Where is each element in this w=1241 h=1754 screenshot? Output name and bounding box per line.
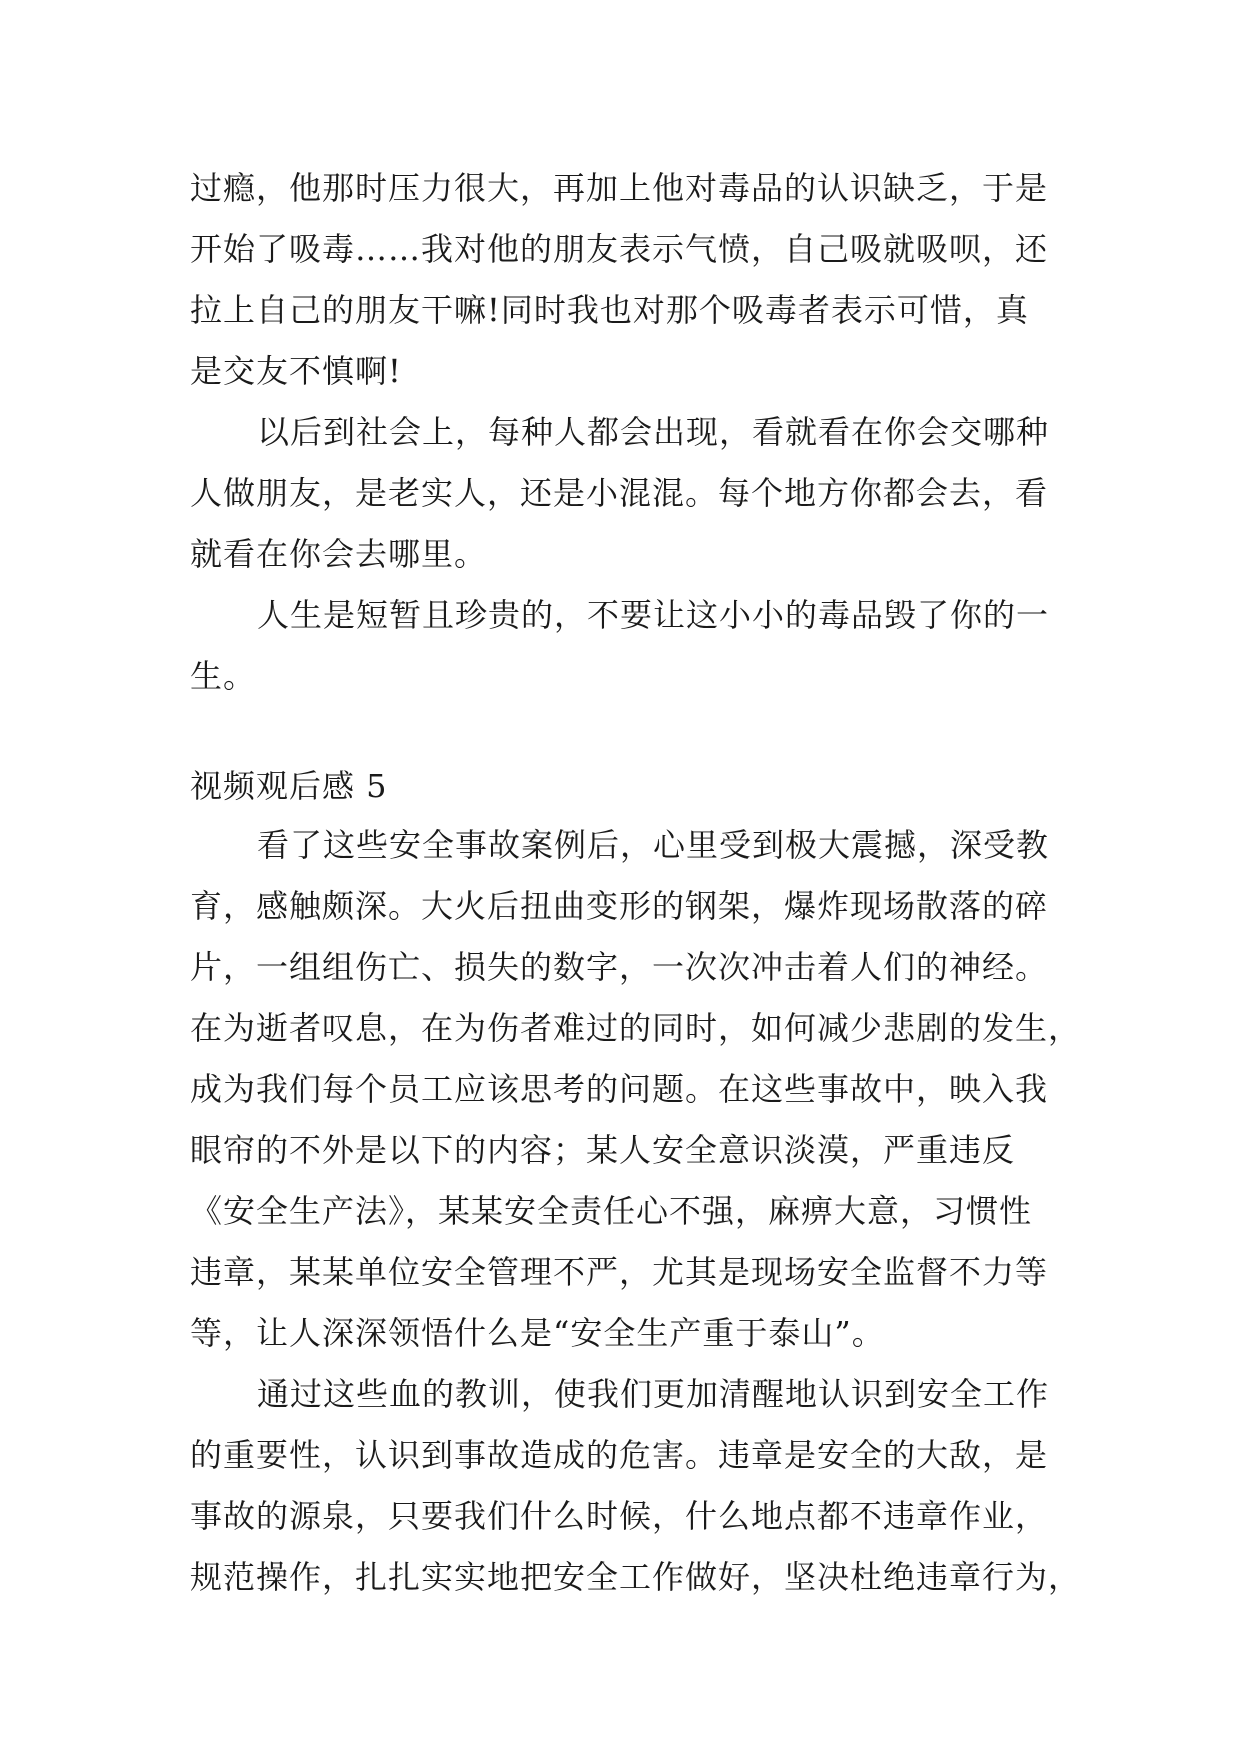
text-line: 人生是短暂且珍贵的，不要让这小小的毒品毁了你的一 [257, 596, 1050, 634]
document-page [190, 158, 1082, 1608]
text-line: 在为逝者叹息，在为伤者难过的同时，如何减少悲剧的发生， [190, 1009, 1082, 1047]
text-line: 人做朋友，是老实人，还是小混混。每个地方你都会去，看 [190, 474, 1049, 512]
text-line: 拉上自己的朋友干嘛!同时我也对那个吸毒者表示可惜，真 [190, 291, 1029, 329]
text-line: 看了这些安全事故案例后，心里受到极大震撼，深受教 [257, 826, 1050, 864]
paragraph [190, 585, 1050, 707]
text-line: 成为我们每个员工应该思考的问题。在这些事故中，映入我 [190, 1070, 1049, 1108]
text-line: 《安全生产法》，某某安全责任心不强，麻痹大意，习惯性 [190, 1192, 1033, 1230]
text-line: 事故的源泉，只要我们什么时候，什么地点都不违章作业， [190, 1497, 1049, 1535]
text-line: 就看在你会去哪里。 [190, 535, 488, 573]
text-line: 生。 [190, 657, 257, 695]
paragraph [190, 402, 1050, 585]
text-line: 开始了吸毒……我对他的朋友表示气愤，自己吸就吸呗，还 [190, 230, 1049, 268]
text-line: 育，感触颇深。大火后扭曲变形的钢架，爆炸现场散落的碎 [190, 887, 1049, 925]
section-title: 视频观后感 5 [190, 767, 388, 805]
text-line: 以后到社会上，每种人都会出现，看就看在你会交哪种 [257, 413, 1050, 451]
text-line: 的重要性，认识到事故造成的危害。违章是安全的大敌，是 [190, 1436, 1049, 1474]
text-line: 等，让人深深领悟什么是“安全生产重于泰山”。 [190, 1314, 885, 1352]
section-gap [190, 707, 1050, 757]
paragraph [190, 1364, 1082, 1608]
text-line: 违章，某某单位安全管理不严，尤其是现场安全监督不力等 [190, 1253, 1049, 1291]
text-line: 片，一组组伤亡、损失的数字，一次次冲击着人们的神经。 [190, 948, 1049, 986]
paragraph [190, 815, 1082, 1364]
text-line: 规范操作，扎扎实实地把安全工作做好，坚决杜绝违章行为， [190, 1558, 1082, 1596]
paragraph [190, 158, 1050, 402]
text-line: 是交友不慎啊! [190, 352, 402, 390]
text-line: 通过这些血的教训，使我们更加清醒地认识到安全工作 [257, 1375, 1050, 1413]
text-line: 过瘾，他那时压力很大，再加上他对毒品的认识缺乏，于是 [190, 169, 1049, 207]
text-line: 眼帘的不外是以下的内容；某人安全意识淡漠，严重违反 [190, 1131, 1016, 1169]
